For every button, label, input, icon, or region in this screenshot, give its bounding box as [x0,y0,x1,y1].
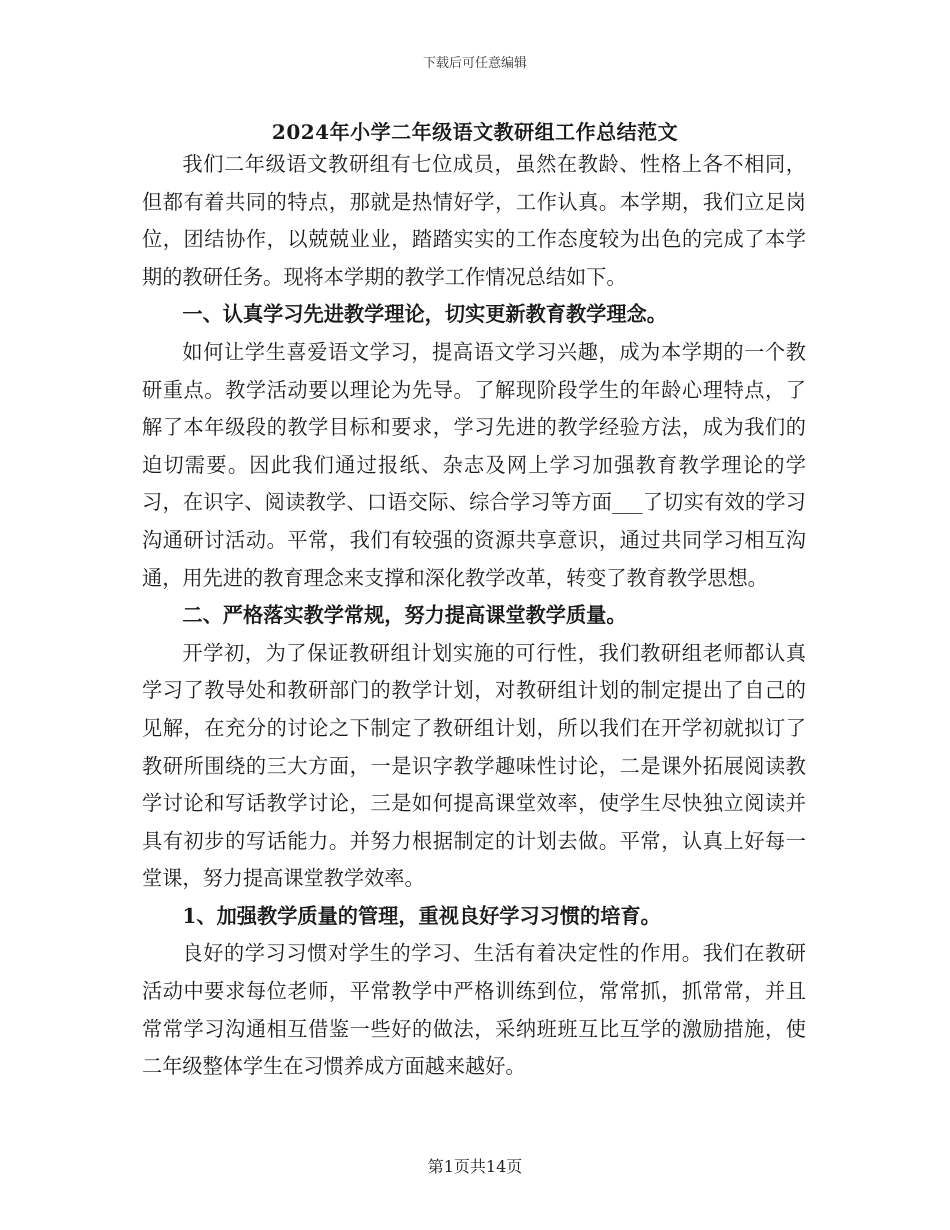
page-number-footer: 第1页共14页 [427,1157,523,1176]
document-body [142,146,806,1086]
paragraph-section-2: 开学初，为了保证教研组计划实施的可行性，我们教研组老师都认真学习了教导处和教研部门的教学计划，对教研组计划的制定提出了自己的见解，在充分的讨论之下制定了教研组计划，所以我们在开学初就拟订了教研所围绕的三大方面，一是识字教学趣味性讨论，二是课外拓展阅读教学讨论和写话教学讨论，三是如何提高课堂效率，使学生尽快独立阅读并具有初步的写话能力。并努力根据制定的计划去做。平常，认真上好每一堂课，努力提高课堂教学效率。 [142,640,806,891]
paragraph-intro: 我们二年级语文教研组有七位成员，虽然在教龄、性格上各不相同，但都有着共同的特点，那就是热情好学，工作认真。本学期，我们立足岗位，团结协作，以兢兢业业，踏踏实实的工作态度较为出色的完成了本学期的教研任务。现将本学期的教学工作情况总结如下。 [142,152,806,289]
section-heading-2: 二、严格落实教学常规，努力提高课堂教学质量。 [182,603,627,628]
document-title: 2024年小学二年级语文教研组工作总结范文 [271,120,679,144]
paragraph-section-1: 如何让学生喜爱语文学习，提高语文学习兴趣，成为本学期的一个教研重点。教学活动要以理论为先导。了解现阶段学生的年龄心理特点，了解了本年级段的教学目标和要求，学习先进的教学经验方法，成为我们的迫切需要。因此我们通过报纸、杂志及网上学习加强教育教学理论的学习，在识字、阅读教学、口语交际、综合学习等方面___了切实有效的学习沟通研讨活动。平常，我们有较强的资源共享意识，通过共同学习相互沟通，用先进的教育理念来支撑和深化教学改革，转变了教育教学思想。 [142,339,806,590]
paragraph-subsection-1: 良好的学习习惯对学生的学习、生活有着决定性的作用。我们在教研活动中要求每位老师，平常教学中严格训练到位，常常抓，抓常常，并且常常学习沟通相互借鉴一些好的做法，采纳班班互比互学的激励措施，使二年级整体学生在习惯养成方面越来越好。 [142,941,806,1079]
subsection-heading-1: 1、加强教学质量的管理，重视良好学习习惯的培育。 [182,903,661,928]
section-heading-1: 一、认真学习先进教学理论，切实更新教育教学理念。 [182,302,667,327]
header-note: 下载后可任意编辑 [422,56,527,71]
